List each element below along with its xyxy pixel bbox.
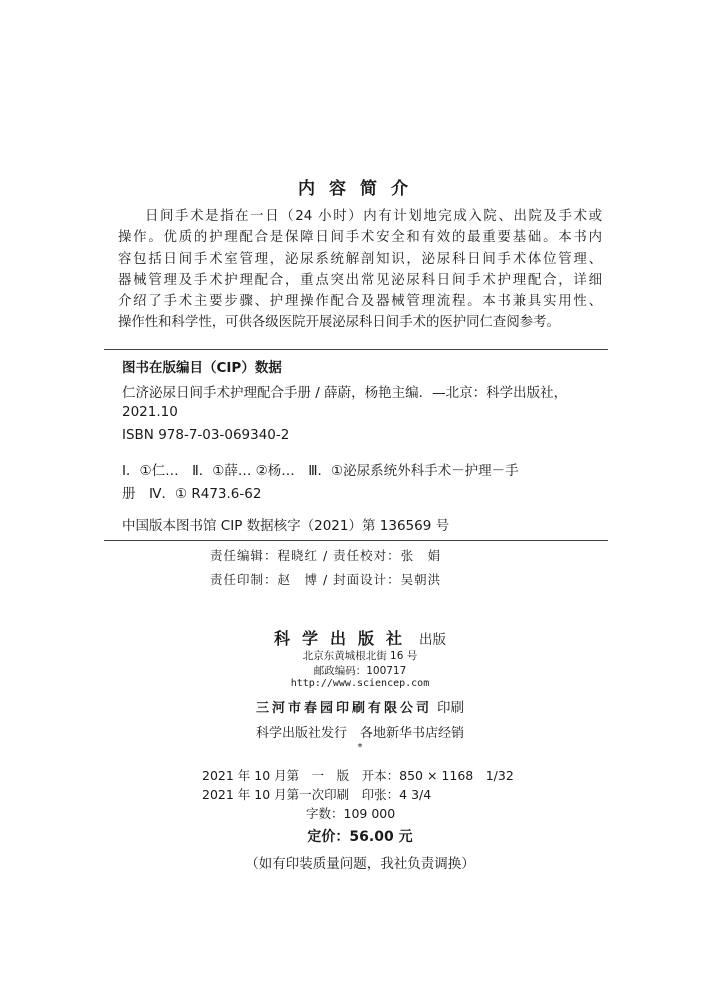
publisher-suffix: 出版 [419, 632, 447, 648]
cip-classification: Ⅰ．①仁… Ⅱ．①薛… ②杨… Ⅲ．①泌尿系统外科手术－护理－手 [122, 463, 519, 479]
star-separator: * [357, 742, 363, 753]
word-count: 字数：109 000 [306, 806, 396, 821]
printer-line [0, 696, 720, 716]
publisher-url: http://www.sciencep.com [290, 678, 430, 689]
summary-line: 容包括日间手术室管理，泌尿系统解剖知识，泌尿科日间手术体位管理、 [118, 251, 602, 267]
publisher-line [0, 626, 720, 649]
cip-record-number: 中国版本图书馆 CIP 数据核字（2021）第 136569 号 [122, 518, 450, 534]
divider-top [104, 349, 608, 350]
printer-suffix: 印刷 [437, 700, 465, 716]
summary-line: 操作性和科学性，可供各级医院开展泌尿科日间手术的医护同仁查阅参考。 [118, 315, 560, 331]
distribution: 科学出版社发行 各地新华书店经销 [255, 726, 464, 741]
summary-line: 器械管理及手术护理配合，重点突出常见泌尿科日间手术护理配合，详细 [118, 272, 602, 288]
divider-bottom [104, 540, 608, 541]
printer-name: 三河市春园印刷有限公司 [255, 701, 432, 716]
quality-notice: （如有印装质量问题，我社负责调换） [245, 856, 475, 872]
cip-classification-cont: 册 Ⅳ．① R473.6-62 [122, 486, 262, 502]
edition-info: 2021 年 10 月第 一 版 开本：850 × 1168 1/32 [202, 768, 514, 783]
summary-text [118, 206, 602, 334]
publisher-address: 北京东黄城根北街 16 号 [302, 650, 418, 662]
summary-line: 介绍了手术主要步骤、护理操作配合及器械管理流程。本书兼具实用性、 [118, 294, 602, 310]
summary-line: 操作。优质的护理配合是保障日间手术安全和有效的最重要基础。本书内 [118, 230, 602, 246]
cip-title-line: 仁济泌尿日间手术护理配合手册 / 薛蔚，杨艳主编．—北京：科学出版社， [122, 385, 568, 401]
summary-title: 内容简介 [298, 179, 422, 199]
summary-line: 日间手术是指在一日（24 小时）内有计划地完成入院、出院及手术或 [145, 209, 602, 224]
publisher-postcode: 邮政编码：100717 [313, 665, 407, 677]
cip-isbn: ISBN 978-7-03-069340-2 [122, 427, 290, 443]
credits-editor: 责任编辑：程晓红 / 责任校对：张 娟 [210, 548, 442, 563]
credits-printing: 责任印制：赵 博 / 封面设计：吴朝洪 [210, 572, 442, 587]
cip-date: 2021.10 [122, 404, 178, 420]
cip-heading: 图书在版编目（CIP）数据 [122, 360, 282, 376]
printing-info: 2021 年 10 月第一次印刷 印张：4 3/4 [202, 787, 432, 802]
price: 定价：56.00 元 [307, 829, 413, 845]
publisher-name: 科学出版社 [273, 629, 414, 648]
